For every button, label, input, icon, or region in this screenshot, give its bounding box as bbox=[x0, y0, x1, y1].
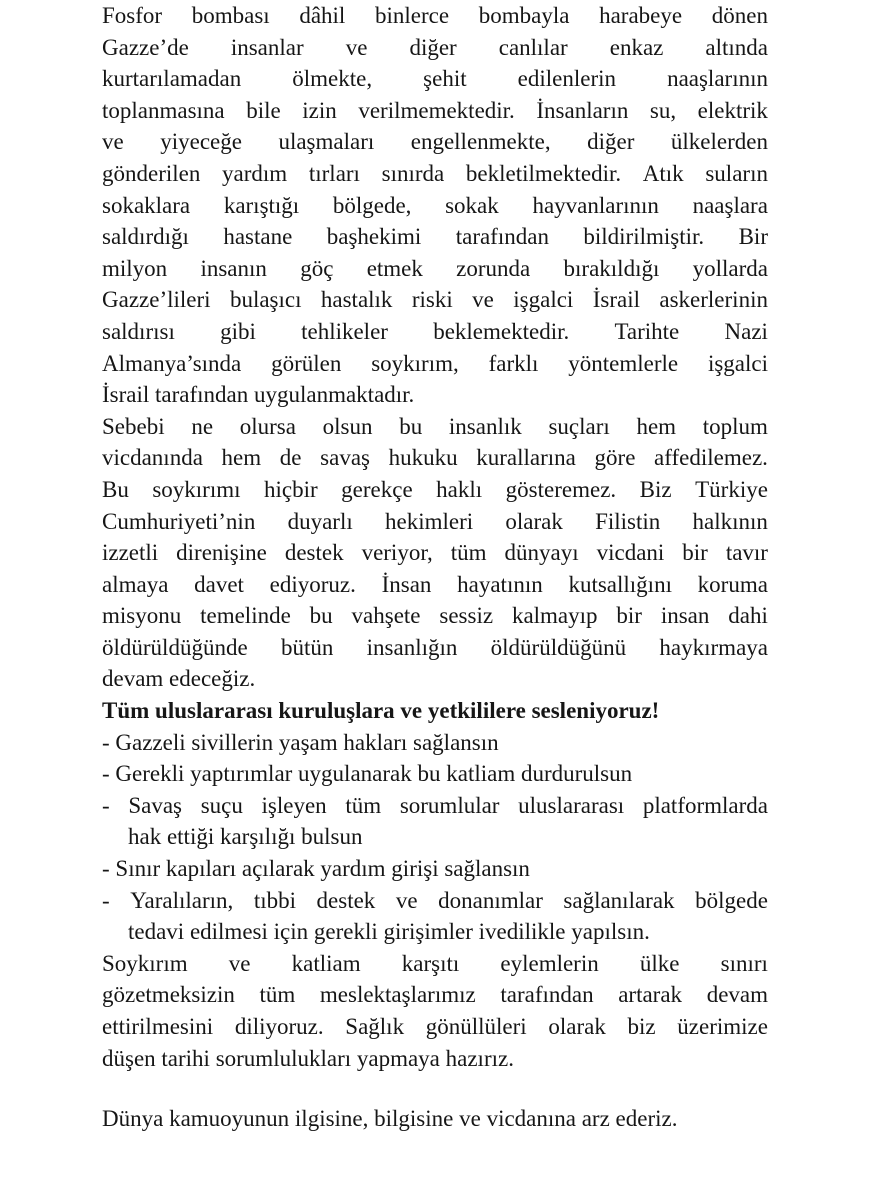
text-line bbox=[102, 474, 768, 506]
text-line bbox=[102, 600, 768, 632]
word: saldırısı bbox=[102, 318, 175, 344]
word: olsun bbox=[322, 413, 373, 439]
word: harabeye bbox=[599, 3, 683, 28]
word: gönderilen bbox=[102, 160, 201, 186]
word: sessiz bbox=[439, 603, 494, 629]
word: farklı bbox=[488, 350, 539, 376]
word: gibi bbox=[220, 318, 256, 344]
text-line: tedavi edilmesi için gerekli girişimler ivedilikle yapılsın. bbox=[128, 919, 650, 945]
word: gerekçe bbox=[341, 476, 413, 502]
word: insan bbox=[660, 603, 710, 629]
word: işgalci bbox=[707, 350, 768, 376]
text-line bbox=[102, 95, 768, 127]
word: üzerimize bbox=[677, 1014, 768, 1039]
word: izin bbox=[302, 97, 337, 123]
word: sokaklara bbox=[102, 192, 191, 218]
word: de bbox=[279, 445, 302, 471]
word: naaşlarının bbox=[667, 66, 768, 92]
word: etmek bbox=[366, 255, 423, 281]
word: naaşlara bbox=[692, 192, 768, 218]
word: enkaz bbox=[609, 34, 664, 60]
word: edilenlerin bbox=[517, 66, 617, 92]
text-line bbox=[102, 790, 768, 822]
word: İnsanların bbox=[536, 97, 629, 123]
word: bu bbox=[309, 603, 333, 629]
word: beklemektedir. bbox=[433, 318, 570, 344]
word: hekimleri bbox=[384, 508, 474, 534]
word: hem bbox=[221, 445, 262, 471]
word: altında bbox=[705, 34, 768, 60]
word: halkının bbox=[692, 508, 768, 534]
word: Bu bbox=[102, 476, 129, 502]
word: suların bbox=[705, 160, 768, 186]
word: almaya bbox=[102, 571, 169, 597]
word: bırakıldığı bbox=[563, 255, 660, 281]
word: tarafından bbox=[500, 982, 594, 1008]
word: bulaşıcı bbox=[229, 287, 302, 313]
word: duyarlı bbox=[287, 508, 353, 534]
word: ve bbox=[395, 887, 418, 913]
word: hiçbir bbox=[264, 476, 318, 502]
word: hayatının bbox=[457, 571, 543, 597]
word: soykırım, bbox=[371, 350, 459, 376]
text-line bbox=[102, 442, 768, 474]
text-line: - Gazzeli sivillerin yaşam hakları sağlansın bbox=[102, 729, 499, 755]
word: artarak bbox=[618, 982, 683, 1008]
text-line bbox=[102, 569, 768, 601]
word: destek bbox=[284, 540, 344, 566]
word: ve bbox=[102, 129, 124, 155]
word: bile bbox=[246, 97, 281, 123]
word: kutsallığını bbox=[568, 571, 672, 597]
word: - bbox=[102, 887, 110, 913]
word: Soykırım bbox=[102, 950, 188, 976]
text-line bbox=[102, 284, 768, 316]
text-line bbox=[102, 316, 768, 348]
word: katliam bbox=[291, 950, 361, 976]
word: direnişine bbox=[176, 540, 267, 566]
word: karşıtı bbox=[401, 950, 460, 976]
word: bölgede bbox=[695, 887, 768, 913]
text-line bbox=[102, 411, 768, 443]
text-line bbox=[102, 537, 768, 569]
word: su, bbox=[649, 97, 677, 123]
word: tüm bbox=[345, 792, 382, 818]
word: tehlikeler bbox=[301, 318, 388, 344]
word: Atık bbox=[642, 160, 684, 186]
word: tüm bbox=[450, 540, 487, 566]
word: hastane bbox=[223, 224, 293, 250]
word: ve bbox=[345, 34, 368, 60]
word: yardım bbox=[222, 160, 288, 186]
word: başhekimi bbox=[326, 224, 422, 250]
word: insanlar bbox=[230, 34, 304, 60]
text-line bbox=[102, 158, 768, 190]
text-line bbox=[102, 63, 768, 95]
word: donanımlar bbox=[438, 887, 543, 913]
word: eylemlerin bbox=[500, 950, 599, 976]
word: haykırmaya bbox=[659, 634, 768, 660]
word: öldürüldüğünü bbox=[490, 634, 627, 660]
word: öldürüldüğünde bbox=[102, 634, 248, 660]
word: haklı bbox=[436, 476, 483, 502]
word: gönüllüleri bbox=[425, 1014, 527, 1039]
word: yiyeceğe bbox=[160, 129, 242, 155]
word: hukuku bbox=[388, 445, 458, 471]
word: olarak bbox=[505, 508, 563, 534]
word: engellenmekte, bbox=[410, 129, 551, 155]
word: meslektaşlarımız bbox=[319, 982, 476, 1008]
word: affedilemez. bbox=[654, 445, 768, 471]
word: yollarda bbox=[692, 255, 768, 281]
word: Bir bbox=[738, 224, 768, 250]
word: platformlarda bbox=[642, 792, 768, 818]
word: milyon bbox=[102, 255, 168, 281]
word: diliyoruz. bbox=[234, 1014, 324, 1039]
text-line: İsrail tarafından uygulanmaktadır. bbox=[102, 382, 415, 408]
word: gözetmeksizin bbox=[102, 982, 235, 1008]
word: vahşete bbox=[351, 603, 421, 629]
word: soykırımı bbox=[152, 476, 241, 502]
text-line bbox=[102, 979, 768, 1011]
word: kalmayıp bbox=[511, 603, 598, 629]
word: Almanya’sında bbox=[102, 350, 242, 376]
word: göç bbox=[300, 255, 334, 281]
word: misyonu bbox=[102, 603, 182, 629]
word: insanlığın bbox=[366, 634, 458, 660]
word: suçu bbox=[200, 792, 243, 818]
word: ulaşmaları bbox=[278, 129, 375, 155]
word: bombayla bbox=[478, 3, 570, 28]
word: ve bbox=[228, 950, 251, 976]
word: destek bbox=[316, 887, 376, 913]
word: ülke bbox=[639, 950, 680, 976]
text-line bbox=[102, 885, 768, 917]
word: ülkelerden bbox=[670, 129, 768, 155]
word: temelinde bbox=[200, 603, 291, 629]
text-line bbox=[102, 506, 768, 538]
word: olarak bbox=[548, 1014, 606, 1039]
word: uluslararası bbox=[518, 792, 625, 818]
word: davet bbox=[194, 571, 244, 597]
word: hem bbox=[636, 413, 677, 439]
word: dâhil bbox=[299, 3, 346, 28]
text-line bbox=[102, 0, 768, 32]
word: zorunda bbox=[456, 255, 531, 281]
word: tavır bbox=[725, 540, 768, 566]
word: sınırda bbox=[381, 160, 445, 186]
word: olursa bbox=[239, 413, 296, 439]
word: insanlık bbox=[448, 413, 522, 439]
word: binlerce bbox=[374, 3, 450, 28]
word: ne bbox=[191, 413, 214, 439]
paragraph-gap bbox=[102, 1074, 768, 1103]
word: saldırdığı bbox=[102, 224, 189, 250]
text-line bbox=[102, 632, 768, 664]
word: bütün bbox=[280, 634, 334, 660]
text-line bbox=[102, 253, 768, 285]
word: sınırı bbox=[720, 950, 768, 976]
word: dünyayı bbox=[504, 540, 579, 566]
word: sokak bbox=[445, 192, 499, 218]
text-line: - Gerekli yaptırımlar uygulanarak bu katliam durdurulsun bbox=[102, 761, 633, 787]
word: kurallarına bbox=[476, 445, 576, 471]
word: bildirilmiştir. bbox=[583, 224, 705, 250]
word: İsrail bbox=[592, 287, 640, 313]
word: Yaralıların, bbox=[130, 887, 234, 913]
word: Nazi bbox=[724, 318, 768, 344]
word: sorumlular bbox=[399, 792, 500, 818]
word: Savaş bbox=[128, 792, 183, 818]
text-line: - Sınır kapıları açılarak yardım girişi sağlansın bbox=[102, 856, 530, 882]
word: bir bbox=[682, 540, 708, 566]
word: Gazze’de bbox=[102, 34, 189, 60]
word: Fosfor bbox=[102, 3, 163, 28]
word: hastalık bbox=[320, 287, 393, 313]
text-line: hak ettiği karşılığı bulsun bbox=[128, 824, 363, 850]
word: şehit bbox=[423, 66, 467, 92]
word: - bbox=[102, 792, 110, 818]
word: insanın bbox=[200, 255, 267, 281]
word: ediyoruz. bbox=[269, 571, 356, 597]
word: yöntemlerle bbox=[568, 350, 679, 376]
text-line: Dünya kamuoyunun ilgisine, bilgisine ve vicdanına arz ederiz. bbox=[102, 1106, 678, 1132]
word: kurtarılamadan bbox=[102, 66, 242, 92]
word: diğer bbox=[587, 129, 635, 155]
text-line: Tüm uluslararası kuruluşlara ve yetkililere sesleniyoruz! bbox=[102, 698, 660, 724]
word: elektrik bbox=[697, 97, 768, 123]
word: işleyen bbox=[261, 792, 327, 818]
word: ölmekte, bbox=[292, 66, 373, 92]
word: tıbbi bbox=[253, 887, 296, 913]
word: diğer bbox=[409, 34, 457, 60]
word: savaş bbox=[320, 445, 370, 471]
word: Tarihte bbox=[614, 318, 680, 344]
word: vicdani bbox=[596, 540, 665, 566]
word: devam bbox=[706, 982, 768, 1008]
word: tarafından bbox=[455, 224, 549, 250]
text-line bbox=[102, 32, 768, 64]
word: bölgede, bbox=[332, 192, 412, 218]
text-line bbox=[102, 948, 768, 980]
word: İnsan bbox=[381, 571, 432, 597]
word: koruma bbox=[697, 571, 768, 597]
word: Sebebi bbox=[102, 413, 165, 439]
word: toplanmasına bbox=[102, 97, 225, 123]
text-line bbox=[102, 190, 768, 222]
word: Sağlık bbox=[345, 1014, 405, 1039]
word: veriyor, bbox=[361, 540, 433, 566]
word: canlılar bbox=[498, 34, 568, 60]
word: suçları bbox=[548, 413, 610, 439]
word: bu bbox=[399, 413, 423, 439]
word: ettirilmesini bbox=[102, 1014, 214, 1039]
word: sağlanılarak bbox=[563, 887, 675, 913]
word: askerlerinin bbox=[659, 287, 768, 313]
text-line bbox=[102, 1011, 768, 1043]
word: hayvanlarının bbox=[532, 192, 659, 218]
word: işgalci bbox=[513, 287, 574, 313]
word: göre bbox=[594, 445, 636, 471]
word: Gazze’lileri bbox=[102, 287, 211, 313]
word: gösteremez. bbox=[505, 476, 617, 502]
word: Filistin bbox=[595, 508, 661, 534]
word: toplum bbox=[702, 413, 768, 439]
word: görülen bbox=[271, 350, 342, 376]
word: tırları bbox=[308, 160, 360, 186]
word: karıştığı bbox=[223, 192, 300, 218]
word: izzetli bbox=[102, 540, 159, 566]
word: biz bbox=[627, 1014, 656, 1039]
word: Biz bbox=[639, 476, 672, 502]
text-line bbox=[102, 221, 768, 253]
text-line: devam edeceğiz. bbox=[102, 666, 256, 692]
text-line: düşen tarihi sorumlulukları yapmaya hazırız. bbox=[102, 1045, 514, 1071]
document-page bbox=[102, 0, 768, 1135]
text-line bbox=[102, 348, 768, 380]
text-line bbox=[102, 126, 768, 158]
word: riski bbox=[411, 287, 453, 313]
word: bombası bbox=[191, 3, 270, 28]
word: verilmemektedir. bbox=[358, 97, 515, 123]
word: dahi bbox=[728, 603, 768, 629]
word: ve bbox=[472, 287, 494, 313]
word: Türkiye bbox=[695, 476, 768, 502]
word: bir bbox=[616, 603, 642, 629]
word: Cumhuriyeti’nin bbox=[102, 508, 256, 534]
word: dönen bbox=[711, 3, 768, 28]
word: vicdanında bbox=[102, 445, 203, 471]
word: tüm bbox=[259, 982, 296, 1008]
word: bekletilmektedir. bbox=[465, 160, 622, 186]
